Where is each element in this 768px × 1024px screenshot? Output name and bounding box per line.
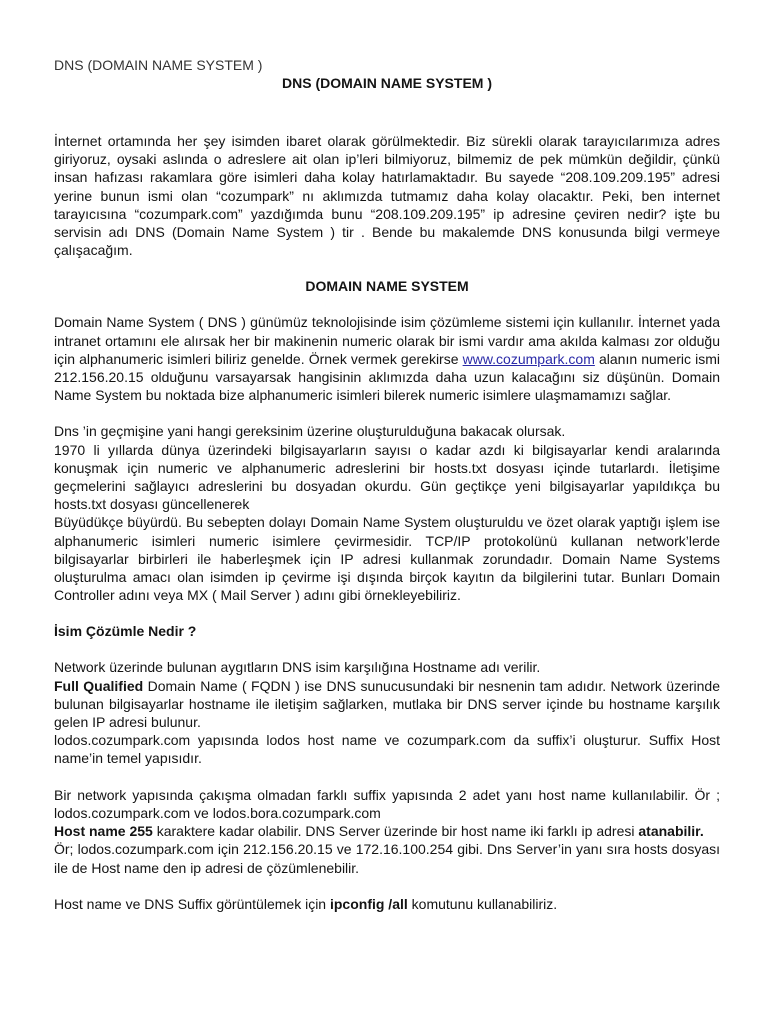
hostname-length-bold: Host name 255	[54, 823, 153, 840]
dns-definition-text-after-link: alanın numeric ismi 212.156.20.15 olduğunu varsayarsak hangisinin aklımızda daha uzun kalacağını siz düşünün. Domain Name System bu noktada bize alphanumeric isimleri bilerek numeric isimlere ulaşmamamızı sağlar.	[54, 350, 720, 404]
fqdn-text: Domain Name ( FQDN ) ise DNS sunucusundaki bir nesnenin tam adıdır. Network üzerinde bulunan bilgisayarlar hostname ile iletişim sağlarken, mutlaka bir DNS server içinde bu hostname karşılık gelen IP adresi bulunur.	[54, 677, 720, 731]
history-intro-line: Dns ’in geçmişine yani hangi gereksinim üzerine oluşturulduğuna bakacak olursak.	[54, 423, 566, 440]
document-title: DNS (DOMAIN NAME SYSTEM )	[282, 75, 492, 91]
intro-paragraph: İnternet ortamında her şey isimden ibaret olarak görülmektedir. Biz sürekli olarak tarayıcılarımıza adres giriyoruz, oysaki aslında o adreslere ait olan ip’leri bilmiyoruz, bilmemiz de pek mümkün değildir, çünkü insan hafızası rakamlara göre isimleri daha kolay hatırlamaktadır. Bu sayede “208.109.209.195” adresi yerine bunun ismi olan “cozumpark” nı aklımızda tutmamız daha kolay olacaktır. Peki, ben internet tarayıcısına “cozumpark.com” yazdığımda bunu “208.109.209.195” ip adresine çeviren nedir? işte bu servisin adı DNS (Domain Name System ) tir . Bende bu makalemde DNS konusunda bilgi vermeye çalışacağım.	[54, 133, 720, 259]
ipconfig-paragraph	[54, 895, 720, 913]
section-heading-name-resolution: İsim Çözümle Nedir ?	[54, 623, 197, 640]
ipconfig-text-after: komutunu kullanabiliriz.	[407, 895, 558, 912]
ipconfig-command: ipconfig /all	[329, 895, 408, 912]
suffix-example-paragraph: Bir network yapısında çakışma olmadan farklı suffix yapısında 2 adet yanı host name kullanılabilir. Ör ; lodos.cozumpark.com ve lodos.bora.cozumpark.com	[54, 786, 720, 821]
hostname-length-text: karaktere kadar olabilir. DNS Server üzerinde bir host name iki farklı ip adresi	[152, 823, 639, 840]
history-paragraph: 1970 li yıllarda dünya üzerindeki bilgisayarların sayısı o kadar azdı ki bilgisayarlar kendi aralarında konuşmak için numeric ve alphanumeric adreslerini bir hosts.txt dosyası içinde tutarlardı. İletişime geçmelerini sağlayıcı adreslerini bu dosyadan okurdu. Gün geçtikçe yeni bilgisayarlar yapıldıkça bu hosts.txt dosyası güncellenerek	[54, 441, 720, 513]
hostname-length-paragraph	[54, 822, 720, 840]
cozumpark-link[interactable]: www.cozumpark.com	[462, 350, 595, 367]
history-continued-paragraph: Büyüdükçe büyürdü. Bu sebepten dolayı Domain Name System oluşturuldu ve özet olarak yaptığı işlem ise alphanumeric isimleri numeric isimlere çevirmesidir. TCP/IP protokolünü kullanan network’lerde bilgisayarlar birbirleri ile haberleşmek için IP adresi kullanmak zorundadır. Domain Name Systems oluşturulma amacı olan isimden ip çevirme işi dışında birçok kayıtın da bilgilerini tutar. Bunları Domain Controller adını veya MX ( Mail Server ) adını gibi örnekleyebiliriz.	[54, 514, 720, 604]
running-header: DNS (DOMAIN NAME SYSTEM )	[54, 57, 263, 73]
ipconfig-text-before: Host name ve DNS Suffix görüntülemek için	[54, 895, 330, 912]
ip-example-paragraph: Ör; lodos.cozumpark.com için 212.156.20.15 ve 172.16.100.254 gibi. Dns Server’in yanı sıra hosts dosyası ile de Host name den ip adresi de çözümlenebilir.	[54, 841, 720, 876]
dns-definition-paragraph	[54, 313, 720, 404]
section-heading-domain-name-system: DOMAIN NAME SYSTEM	[305, 278, 469, 295]
fqdn-paragraph	[54, 677, 720, 732]
hostname-definition-line: Network üzerinde bulunan aygıtların DNS isim karşılığına Hostname adı verilir.	[54, 659, 541, 676]
suffix-paragraph: lodos.cozumpark.com yapısında lodos host name ve cozumpark.com da suffix’i oluşturur. Suffix Host name’in temel yapısıdır.	[54, 732, 720, 767]
hostname-length-bold-tail: atanabilir.	[638, 823, 704, 840]
dns-definition-text-before-link: Domain Name System ( DNS ) günümüz teknolojisinde isim çözümleme sistemi için kullanılır. İnternet yada intranet ortamını ele alırsak her bir makinenin numeric olarak bir ismi vardır ama akılda kalması zor olduğu için alphanumeric isimleri biliriz genelde. Örnek vermek gerekirse	[54, 314, 720, 367]
fqdn-bold-lead: Full Qualified	[54, 677, 144, 694]
